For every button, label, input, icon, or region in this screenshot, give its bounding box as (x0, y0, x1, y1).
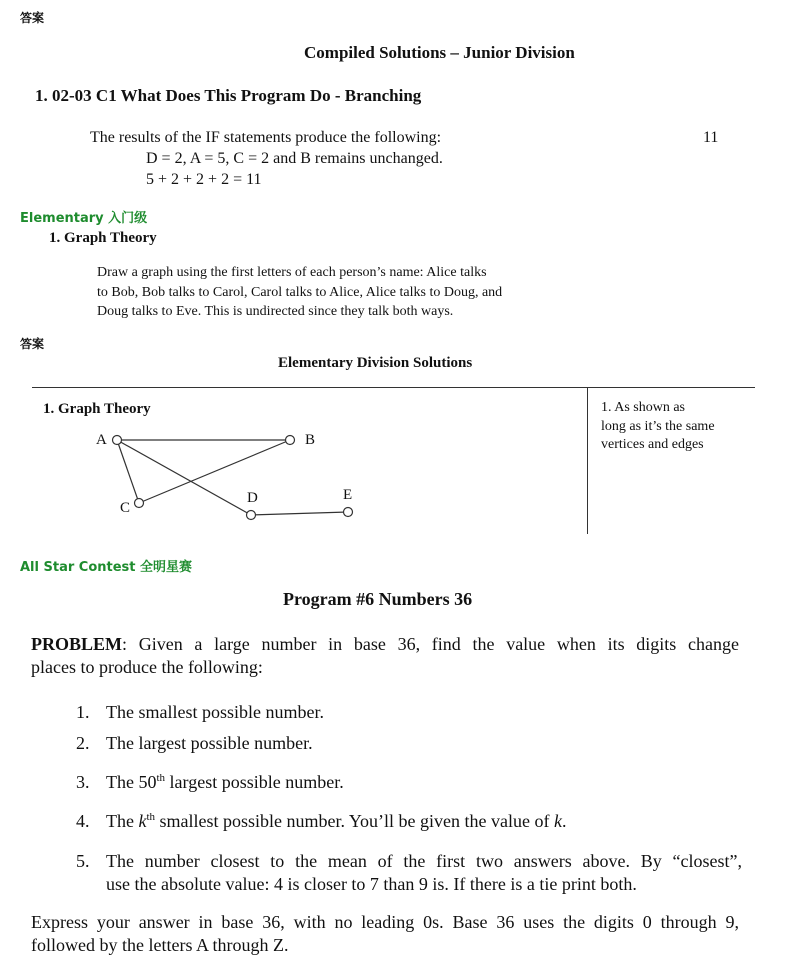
answer-label: 答案 (20, 11, 45, 25)
list-item: 2. The largest possible number. (76, 733, 313, 753)
program-title: Program #6 Numbers 36 (283, 589, 473, 609)
problem-label: PROBLEM (31, 634, 123, 654)
node-d (247, 511, 256, 520)
junior-line-3: 5 + 2 + 2 + 2 = 11 (146, 171, 262, 188)
edge-a-c (117, 440, 139, 503)
elementary-text-line-3: Doug talks to Eve. This is undirected since they talk both ways. (97, 304, 454, 319)
solutions-problem-title: 1. Graph Theory (43, 401, 151, 417)
junior-problem-title: 1. 02-03 C1 What Does This Program Do - Branching (35, 86, 422, 105)
node-label-e: E (343, 487, 353, 503)
elementary-label: Elementary 入门级 (20, 211, 148, 226)
list-item: 5. The number closest to the mean of the first two answers above. By “closest”, use the absolute value: 4 is closer to 7 than 9 is. If there is a tie print both. (76, 851, 742, 894)
problem-line-1: : Given a large number in base 36, find the value when its digits change (122, 634, 739, 654)
junior-line-1: The results of the IF statements produce the following: (90, 129, 442, 146)
edge-d-e (251, 512, 348, 515)
list-item: 3. The 50th largest possible number. (76, 772, 344, 792)
node-label-c: C (120, 500, 131, 516)
footer-paragraph (31, 911, 739, 957)
footer-line-2: followed by the letters A through Z. (31, 935, 289, 955)
answer-label-2: 答案 (20, 337, 45, 351)
node-c (135, 499, 144, 508)
allstar-label: All Star Contest 全明星赛 (20, 560, 193, 575)
junior-line-2: D = 2, A = 5, C = 2 and B remains unchanged. (146, 150, 443, 167)
footer-line-1: Express your answer in base 36, with no leading 0s. Base 36 uses the digits 0 through 9, (31, 912, 739, 932)
node-b (286, 436, 295, 445)
elementary-text-line-2: to Bob, Bob talks to Carol, Carol talks to Alice, Alice talks to Doug, and (97, 285, 503, 300)
node-label-d: D (247, 490, 258, 506)
node-label-b: B (305, 432, 316, 448)
elementary-text-line-1: Draw a graph using the first letters of each person’s name: Alice talks (97, 265, 487, 280)
node-a (113, 436, 122, 445)
list-item: 4. The $k^{th}$ smallest possible number. You’ll be given the value of k. (76, 811, 567, 831)
junior-heading: Compiled Solutions – Junior Division (304, 43, 575, 62)
problem-line-2: places to produce the following: (31, 657, 263, 677)
node-e (344, 508, 353, 517)
edge-c-b (139, 440, 290, 503)
elementary-problem-title: 1. Graph Theory (49, 230, 157, 246)
solution-note-line-2: long as it’s the same (601, 419, 715, 434)
node-label-a: A (96, 432, 107, 448)
elementary-solutions-heading: Elementary Division Solutions (278, 355, 473, 371)
junior-answer: 11 (703, 129, 719, 146)
solution-note-line-3: vertices and edges (601, 437, 704, 452)
solution-note-line-1: 1. As shown as (601, 400, 686, 415)
list-item: 1. The smallest possible number. (76, 702, 324, 722)
problem-paragraph (31, 633, 739, 679)
